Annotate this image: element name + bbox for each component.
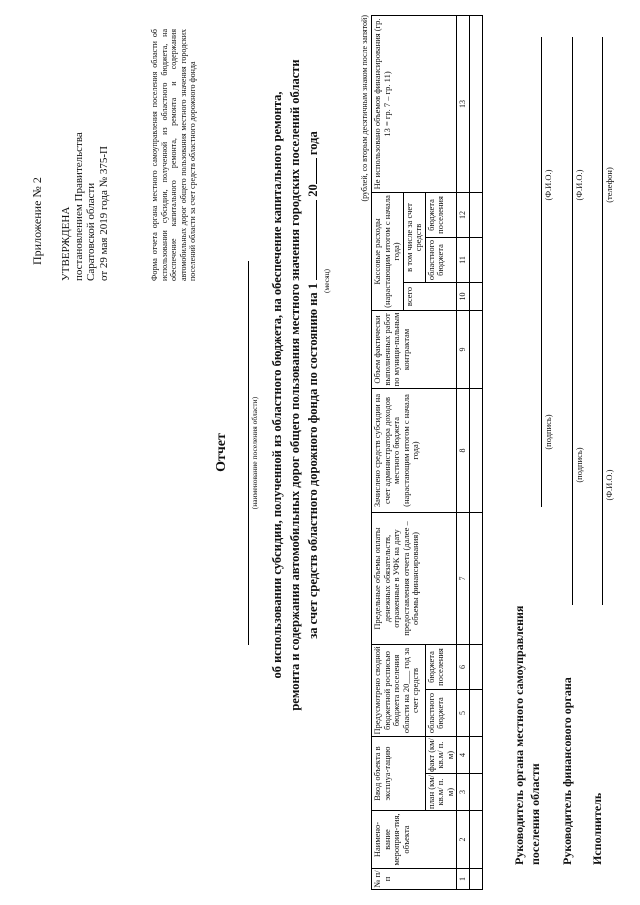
table-row	[469, 15, 482, 889]
approval-stamp	[60, 132, 110, 281]
month-caption: (месяц)	[322, 268, 331, 293]
header-cash-incl: в том числе за счет средств	[403, 192, 425, 282]
report-table	[371, 15, 483, 890]
title-year: 20	[306, 184, 320, 197]
head-signature-line	[541, 357, 542, 507]
header-cash-total: всего	[403, 282, 457, 310]
column-number: 1	[457, 869, 470, 890]
column-number: 4	[457, 737, 470, 774]
head-fio-line	[541, 37, 542, 357]
year-blank	[306, 158, 317, 184]
column-number: 9	[457, 310, 470, 388]
report-heading: Отчет	[214, 433, 229, 472]
column-number: 10	[457, 282, 470, 310]
approval-line: УТВЕРЖДЕНА	[60, 206, 72, 281]
settlement-line	[248, 261, 249, 645]
approval-line: постановлением Правительства	[72, 132, 85, 281]
report-title-line: об использовании субсидии, полученной из областного бюджета, на обеспечение капитального ремонта,	[270, 91, 284, 679]
header-cash-regional: областного бюджета	[425, 237, 457, 282]
column-number: 3	[457, 774, 470, 811]
header-commission: Ввод объекта в эксплуа-тацию	[372, 737, 426, 811]
column-number: 5	[457, 690, 470, 737]
approval-line: Саратовской области	[85, 182, 97, 281]
head-title-line2: поселения области	[528, 763, 542, 865]
header-credited: Зачислено средств субсидии на счет администратора доходов местного бюджета (нарастающим итогом с начала года)	[372, 388, 457, 512]
finance-signature-line	[572, 355, 573, 605]
header-volume: Объем фактически выполненных работ по муници-пальным контрактам	[372, 310, 457, 388]
executor-fio-caption: (Ф.И.О.)	[604, 469, 614, 501]
header-fact: факт (км/ кв.м/ п. м)	[425, 738, 455, 772]
header-name: Наимено-вание мероприя-тия, объекта	[372, 811, 457, 869]
column-number: 12	[457, 192, 470, 237]
header-budget-regional: областного бюджета	[425, 690, 457, 737]
report-title-line: ремонта и содержания автомобильных дорог общего пользования местного значения городских поселений области	[288, 59, 302, 711]
header-limits: Предельные объемы оплаты денежных обязательств, отраженные в УФК на дату предоставления отчета (далее – объемы финансирования)	[372, 512, 457, 644]
column-number: 8	[457, 388, 470, 512]
header-budget-settlement: бюджета поселения	[425, 644, 457, 689]
finance-title: Руководитель финансового органа	[560, 677, 574, 865]
month-blank	[306, 200, 317, 280]
appendix-label: Приложение № 2	[30, 177, 44, 265]
header-cash: Кассовые расходы (нарастающим итогом с начала года)	[372, 192, 404, 310]
title-text: за счет средств областного дорожного фонда по состоянию на 1	[306, 282, 320, 639]
executor-phone-caption: (телефон)	[604, 167, 614, 203]
head-title: Руководитель органа местного самоуправления	[512, 605, 526, 865]
column-number: 11	[457, 237, 470, 282]
head-signature-caption: (подпись)	[543, 414, 553, 450]
approval-line: от 29 мая 2019 года № 375-П	[97, 146, 110, 281]
title-text: года	[306, 131, 320, 156]
head-fio-caption: (Ф.И.О.)	[543, 169, 553, 201]
executor-fio-line	[602, 355, 603, 605]
header-num: № п/п	[372, 869, 457, 890]
header-plan: план (км/ кв.м/ п. м)	[425, 775, 455, 809]
column-number: 2	[457, 811, 470, 869]
header-budget: Предусмотрено сводной бюджетной росписью бюджета поселения области на 20___ год за счет средств	[372, 644, 426, 736]
report-title-line	[306, 15, 321, 755]
finance-fio-line	[572, 37, 573, 355]
finance-fio-caption: (Ф.И.О.)	[574, 169, 584, 201]
column-number: 13	[457, 15, 470, 192]
column-number: 6	[457, 644, 470, 689]
finance-signature-caption: (подпись)	[574, 447, 584, 483]
executor-phone-line	[602, 37, 603, 355]
units-note: (рублей, со вторым десятичным знаком после запятой)	[360, 15, 369, 202]
header-unused: Не использовано объемов финансирования (гр. 13 = гр. 7 – гр. 11)	[372, 15, 457, 192]
column-number-row	[457, 15, 470, 889]
header-cash-settlement: бюджета поселения	[425, 192, 457, 237]
settlement-caption: (наименование поселения области)	[250, 396, 259, 510]
form-note: Форма отчета органа местного самоуправления поселения области об использовании субсидии, полученной из областного бюджета, на обеспечение капитального ремонта, ремонта и содержания автомобильных дорог общего пользования местного значения городских поселений области за счет средств областного дорожного фонда	[150, 29, 197, 281]
column-number: 7	[457, 512, 470, 644]
executor-title: Исполнитель	[590, 792, 604, 865]
